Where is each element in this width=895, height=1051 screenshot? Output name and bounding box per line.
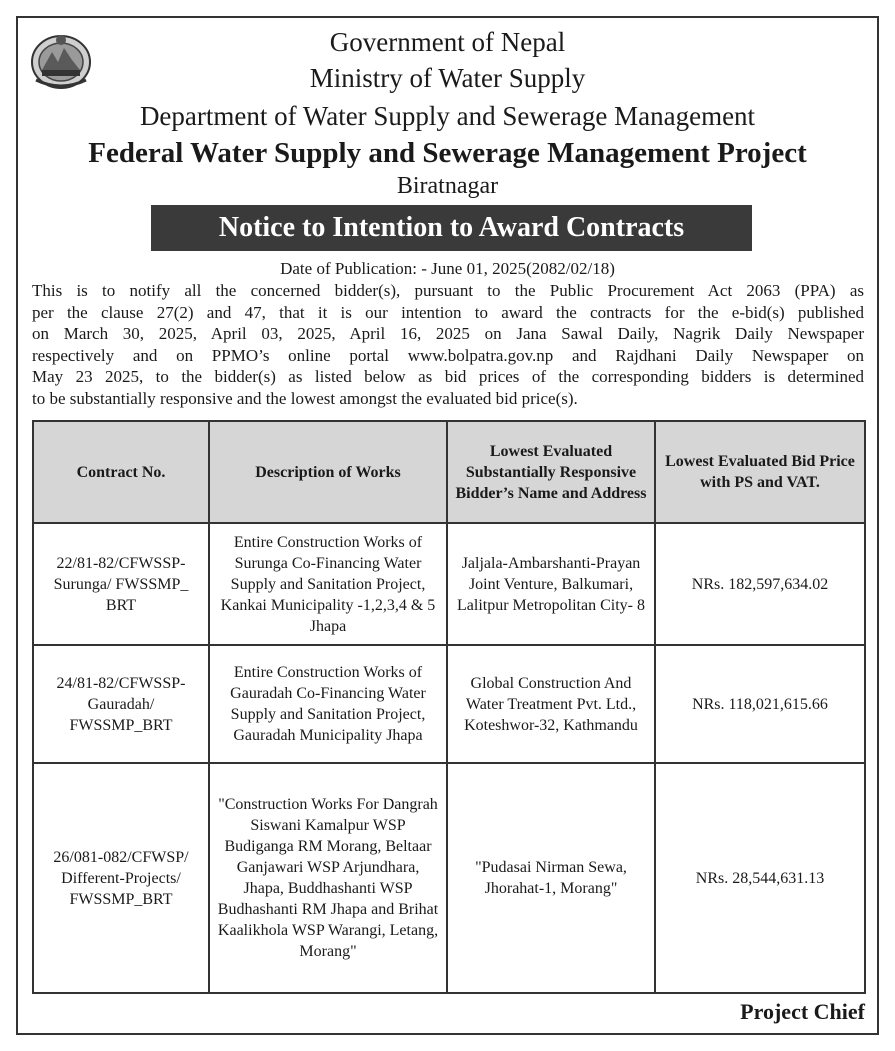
table-row xyxy=(33,763,865,993)
cell-contract-no: 22/81-82/CFWSSP-Surunga/ FWSSMP_ BRT xyxy=(33,523,209,645)
cell-description: Entire Construction Works of Surunga Co-Financing Water Supply and Sanitation Project, Kankai Municipality -1,2,3,4 & 5 Jhapa xyxy=(209,523,447,645)
paragraph-line: per the clause 27(2) and 47, that it is our intention to award the contracts for the e-bid(s) published xyxy=(32,302,864,322)
cell-description: Entire Construction Works of Gauradah Co-Financing Water Supply and Sanitation Project, Gauradah Municipality Jhapa xyxy=(209,645,447,763)
header-ministry: Ministry of Water Supply xyxy=(309,63,586,93)
header-location: Biratnagar xyxy=(396,173,499,199)
table-row xyxy=(33,645,865,763)
header-bidder: Lowest Evaluated Substantially Responsive Bidder’s Name and Address xyxy=(447,421,655,523)
notice-title: Notice to Intention to Award Contracts xyxy=(151,205,752,251)
header-project: Federal Water Supply and Sewerage Management Project xyxy=(88,137,807,169)
signature-project-chief: Project Chief xyxy=(740,999,865,1024)
header-department: Department of Water Supply and Sewerage Management xyxy=(139,101,756,131)
award-table xyxy=(32,420,866,994)
paragraph-line: on March 30, 2025, April 03, 2025, April 16, 2025 on Jana Sawal Daily, Nagrik Daily Newspaper xyxy=(32,324,864,343)
paragraph-line: May 23 2025, to the bidder(s) as listed below as bid prices of the corresponding bidders is determined xyxy=(32,367,864,386)
cell-bidder: Jaljala-Ambarshanti-Prayan Joint Venture, Balkumari, Lalitpur Metropolitan City- 8 xyxy=(447,523,655,645)
cell-bidder: "Pudasai Nirman Sewa, Jhorahat-1, Morang" xyxy=(447,763,655,993)
notice-paragraph xyxy=(32,280,864,409)
table-row xyxy=(33,523,865,645)
cell-contract-no: 26/081-082/CFWSP/ Different-Projects/ FWSSMP_BRT xyxy=(33,763,209,993)
header-description: Description of Works xyxy=(209,421,447,523)
cell-description: "Construction Works For Dangrah Siswani Kamalpur WSP Budiganga RM Morang, Beltaar Ganjawari WSP Arjundhara, Jhapa, Buddhashanti WSP Budhashanti RM Jhapa and Brihat Kaalikhola WSP Warangi, Letang, Morang" xyxy=(209,763,447,993)
publication-date: Date of Publication: - June 01, 2025(2082/02/18) xyxy=(280,259,615,278)
paragraph-line: respectively and on PPMO’s online portal www.bolpatra.gov.np and Rajdhani Daily Newspaper on xyxy=(32,345,864,365)
table-header-row xyxy=(33,421,865,523)
cell-contract-no: 24/81-82/CFWSSP-Gauradah/ FWSSMP_BRT xyxy=(33,645,209,763)
cell-price: NRs. 118,021,615.66 xyxy=(655,645,865,763)
header-government: Government of Nepal xyxy=(329,27,566,57)
cell-price: NRs. 28,544,631.13 xyxy=(655,763,865,993)
cell-bidder: Global Construction And Water Treatment Pvt. Ltd., Koteshwor-32, Kathmandu xyxy=(447,645,655,763)
paragraph-line: This is to notify all the concerned bidder(s), pursuant to the Public Procurement Act 2063 (PPA) as xyxy=(32,281,864,300)
paragraph-line: to be substantially responsive and the lowest amongst the evaluated bid price(s). xyxy=(32,388,578,408)
header-contract-no: Contract No. xyxy=(33,421,209,523)
header-price: Lowest Evaluated Bid Price with PS and VAT. xyxy=(655,421,865,523)
cell-price: NRs. 182,597,634.02 xyxy=(655,523,865,645)
